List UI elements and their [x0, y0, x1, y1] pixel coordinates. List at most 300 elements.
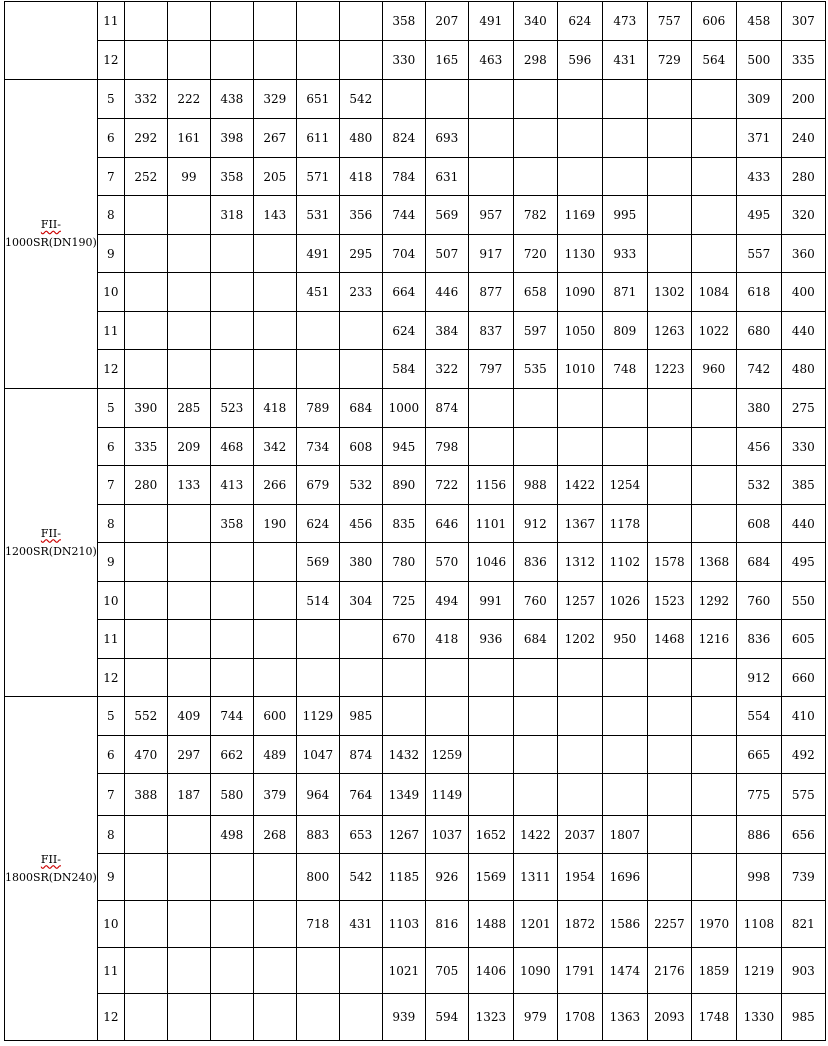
- table-row: [5, 428, 826, 466]
- value-cell: [296, 620, 339, 659]
- value-cell: 1586: [602, 901, 647, 948]
- value-cell: 624: [382, 312, 425, 350]
- value-cell: 330: [382, 41, 425, 80]
- table-row: [5, 816, 826, 854]
- value-cell: [468, 659, 513, 697]
- value-cell: [691, 196, 736, 235]
- value-cell: [513, 80, 557, 119]
- row-number-cell: 11: [97, 312, 124, 350]
- value-cell: [296, 350, 339, 389]
- value-cell: [425, 80, 468, 119]
- value-cell: [253, 582, 296, 620]
- value-cell: 1406: [468, 948, 513, 994]
- value-cell: [339, 350, 382, 389]
- value-cell: [691, 158, 736, 196]
- value-cell: 744: [382, 196, 425, 235]
- value-cell: [691, 466, 736, 505]
- model-label-cell: [5, 389, 98, 697]
- value-cell: 912: [736, 659, 781, 697]
- value-cell: [691, 774, 736, 816]
- value-cell: 1201: [513, 901, 557, 948]
- value-cell: 1330: [736, 994, 781, 1041]
- value-cell: 451: [296, 273, 339, 312]
- value-cell: [468, 428, 513, 466]
- value-cell: 1422: [557, 466, 602, 505]
- row-number-cell: 12: [97, 659, 124, 697]
- value-cell: [210, 312, 253, 350]
- value-cell: [167, 948, 210, 994]
- row-number-cell: 5: [97, 697, 124, 736]
- value-cell: 133: [167, 466, 210, 505]
- value-cell: 1267: [382, 816, 425, 854]
- value-cell: 1090: [513, 948, 557, 994]
- value-cell: [602, 389, 647, 428]
- value-cell: [602, 736, 647, 774]
- value-cell: 2176: [647, 948, 691, 994]
- value-cell: 584: [382, 350, 425, 389]
- value-cell: 684: [339, 389, 382, 428]
- value-cell: 985: [781, 994, 825, 1041]
- value-cell: 1026: [602, 582, 647, 620]
- value-cell: [124, 273, 167, 312]
- value-cell: [210, 901, 253, 948]
- value-cell: 680: [736, 312, 781, 350]
- value-cell: [124, 994, 167, 1041]
- table-body: [5, 2, 826, 1041]
- value-cell: 1349: [382, 774, 425, 816]
- value-cell: [513, 428, 557, 466]
- value-cell: 1108: [736, 901, 781, 948]
- row-number-cell: 12: [97, 41, 124, 80]
- table-row: [5, 994, 826, 1041]
- value-cell: 734: [296, 428, 339, 466]
- value-cell: [124, 620, 167, 659]
- value-cell: 890: [382, 466, 425, 505]
- table-row: [5, 389, 826, 428]
- value-cell: 507: [425, 235, 468, 273]
- value-cell: [253, 235, 296, 273]
- value-cell: 388: [124, 774, 167, 816]
- value-cell: 608: [736, 505, 781, 543]
- value-cell: [647, 736, 691, 774]
- value-cell: 800: [296, 854, 339, 901]
- value-cell: [691, 428, 736, 466]
- value-cell: 390: [124, 389, 167, 428]
- value-cell: 1748: [691, 994, 736, 1041]
- value-cell: 358: [210, 505, 253, 543]
- value-cell: [167, 994, 210, 1041]
- value-cell: 594: [425, 994, 468, 1041]
- value-cell: 964: [296, 774, 339, 816]
- value-cell: 532: [339, 466, 382, 505]
- value-cell: 1488: [468, 901, 513, 948]
- value-cell: 1323: [468, 994, 513, 1041]
- value-cell: 991: [468, 582, 513, 620]
- value-cell: [210, 582, 253, 620]
- value-cell: 653: [339, 816, 382, 854]
- table-row: [5, 196, 826, 235]
- value-cell: 535: [513, 350, 557, 389]
- value-cell: 658: [513, 273, 557, 312]
- value-cell: 379: [253, 774, 296, 816]
- value-cell: 684: [513, 620, 557, 659]
- value-cell: 233: [339, 273, 382, 312]
- value-cell: 295: [339, 235, 382, 273]
- value-cell: 998: [736, 854, 781, 901]
- value-cell: 1468: [647, 620, 691, 659]
- value-cell: [647, 158, 691, 196]
- value-cell: 874: [339, 736, 382, 774]
- value-cell: 1101: [468, 505, 513, 543]
- value-cell: [253, 659, 296, 697]
- value-cell: [647, 389, 691, 428]
- value-cell: 722: [425, 466, 468, 505]
- value-cell: [124, 543, 167, 582]
- value-cell: 413: [210, 466, 253, 505]
- value-cell: [691, 119, 736, 158]
- value-cell: 309: [736, 80, 781, 119]
- value-cell: 275: [781, 389, 825, 428]
- value-cell: [513, 774, 557, 816]
- value-cell: 718: [296, 901, 339, 948]
- value-cell: 1084: [691, 273, 736, 312]
- value-cell: 431: [602, 41, 647, 80]
- value-cell: 739: [781, 854, 825, 901]
- value-cell: 200: [781, 80, 825, 119]
- value-cell: [691, 505, 736, 543]
- value-cell: [210, 41, 253, 80]
- value-cell: [647, 80, 691, 119]
- value-cell: 670: [382, 620, 425, 659]
- row-number-cell: 6: [97, 736, 124, 774]
- value-cell: 532: [736, 466, 781, 505]
- value-cell: [296, 2, 339, 41]
- value-cell: 1474: [602, 948, 647, 994]
- value-cell: 784: [382, 158, 425, 196]
- row-number-cell: 8: [97, 196, 124, 235]
- value-cell: 340: [513, 2, 557, 41]
- row-number-cell: 9: [97, 543, 124, 582]
- table-row: [5, 901, 826, 948]
- value-cell: 1021: [382, 948, 425, 994]
- value-cell: [602, 697, 647, 736]
- value-cell: [513, 389, 557, 428]
- value-cell: 409: [167, 697, 210, 736]
- value-cell: 205: [253, 158, 296, 196]
- value-cell: 871: [602, 273, 647, 312]
- value-cell: 564: [691, 41, 736, 80]
- value-cell: 494: [425, 582, 468, 620]
- value-cell: 1432: [382, 736, 425, 774]
- value-cell: 1367: [557, 505, 602, 543]
- row-number-cell: 7: [97, 158, 124, 196]
- value-cell: 600: [253, 697, 296, 736]
- value-cell: [253, 41, 296, 80]
- value-cell: 651: [296, 80, 339, 119]
- value-cell: [602, 659, 647, 697]
- row-number-cell: 6: [97, 428, 124, 466]
- value-cell: 492: [781, 736, 825, 774]
- value-cell: 329: [253, 80, 296, 119]
- table-row: [5, 505, 826, 543]
- value-cell: 950: [602, 620, 647, 659]
- value-cell: 458: [736, 2, 781, 41]
- value-cell: 571: [296, 158, 339, 196]
- value-cell: [124, 196, 167, 235]
- value-cell: 835: [382, 505, 425, 543]
- value-cell: 764: [339, 774, 382, 816]
- value-cell: 384: [425, 312, 468, 350]
- value-cell: [124, 235, 167, 273]
- value-cell: 824: [382, 119, 425, 158]
- value-cell: 500: [736, 41, 781, 80]
- value-cell: [167, 196, 210, 235]
- value-cell: [602, 428, 647, 466]
- table-row: [5, 582, 826, 620]
- value-cell: [557, 158, 602, 196]
- value-cell: 307: [781, 2, 825, 41]
- value-cell: [425, 697, 468, 736]
- table-row: [5, 2, 826, 41]
- value-cell: [210, 659, 253, 697]
- value-cell: 1302: [647, 273, 691, 312]
- value-cell: [513, 119, 557, 158]
- table-row: [5, 158, 826, 196]
- row-number-cell: 12: [97, 350, 124, 389]
- value-cell: [691, 854, 736, 901]
- value-cell: 2257: [647, 901, 691, 948]
- value-cell: 624: [557, 2, 602, 41]
- value-cell: [253, 948, 296, 994]
- model-label-line2: 1200SR(DN210): [5, 544, 97, 558]
- value-cell: 1178: [602, 505, 647, 543]
- value-cell: 360: [781, 235, 825, 273]
- value-cell: 410: [781, 697, 825, 736]
- value-cell: [339, 2, 382, 41]
- value-cell: 380: [339, 543, 382, 582]
- row-number-cell: 11: [97, 2, 124, 41]
- model-label-line2: 1000SR(DN190): [5, 236, 97, 249]
- value-cell: [468, 697, 513, 736]
- value-cell: [647, 816, 691, 854]
- value-cell: [647, 697, 691, 736]
- value-cell: [210, 994, 253, 1041]
- row-number-cell: 8: [97, 816, 124, 854]
- value-cell: [124, 2, 167, 41]
- table-row: [5, 620, 826, 659]
- value-cell: [210, 854, 253, 901]
- value-cell: 358: [210, 158, 253, 196]
- table-row: [5, 273, 826, 312]
- value-cell: [647, 659, 691, 697]
- value-cell: 438: [210, 80, 253, 119]
- value-cell: [253, 273, 296, 312]
- value-cell: [647, 466, 691, 505]
- value-cell: 684: [736, 543, 781, 582]
- table-row: [5, 543, 826, 582]
- value-cell: 1708: [557, 994, 602, 1041]
- value-cell: 729: [647, 41, 691, 80]
- value-cell: [210, 235, 253, 273]
- value-cell: 596: [557, 41, 602, 80]
- value-cell: [691, 736, 736, 774]
- value-cell: 523: [210, 389, 253, 428]
- table-row: [5, 235, 826, 273]
- value-cell: 1046: [468, 543, 513, 582]
- value-cell: 550: [781, 582, 825, 620]
- value-cell: 780: [382, 543, 425, 582]
- value-cell: [210, 350, 253, 389]
- value-cell: [210, 273, 253, 312]
- value-cell: 292: [124, 119, 167, 158]
- value-cell: 187: [167, 774, 210, 816]
- table-row: [5, 948, 826, 994]
- value-cell: 760: [736, 582, 781, 620]
- value-cell: 489: [253, 736, 296, 774]
- value-cell: [557, 80, 602, 119]
- value-cell: [167, 620, 210, 659]
- value-cell: 1102: [602, 543, 647, 582]
- value-cell: 240: [781, 119, 825, 158]
- value-cell: 569: [425, 196, 468, 235]
- value-cell: 1791: [557, 948, 602, 994]
- value-cell: 418: [253, 389, 296, 428]
- value-cell: [296, 312, 339, 350]
- value-cell: 266: [253, 466, 296, 505]
- table-row: [5, 80, 826, 119]
- value-cell: 304: [339, 582, 382, 620]
- value-cell: 431: [339, 901, 382, 948]
- value-cell: 1970: [691, 901, 736, 948]
- value-cell: 748: [602, 350, 647, 389]
- table-row: [5, 350, 826, 389]
- value-cell: 1185: [382, 854, 425, 901]
- value-cell: [513, 659, 557, 697]
- value-cell: 440: [781, 312, 825, 350]
- value-cell: 514: [296, 582, 339, 620]
- value-cell: [647, 774, 691, 816]
- table-row: [5, 312, 826, 350]
- value-cell: 285: [167, 389, 210, 428]
- value-cell: 358: [382, 2, 425, 41]
- value-cell: [468, 736, 513, 774]
- value-cell: 744: [210, 697, 253, 736]
- value-cell: 816: [425, 901, 468, 948]
- value-cell: 143: [253, 196, 296, 235]
- value-cell: 789: [296, 389, 339, 428]
- value-cell: [602, 119, 647, 158]
- value-cell: [124, 948, 167, 994]
- model-label-line1: FII-: [40, 526, 61, 540]
- value-cell: [167, 2, 210, 41]
- value-cell: 757: [647, 2, 691, 41]
- value-cell: [124, 312, 167, 350]
- table-row: [5, 697, 826, 736]
- value-cell: 1037: [425, 816, 468, 854]
- value-cell: 624: [296, 505, 339, 543]
- value-cell: 1169: [557, 196, 602, 235]
- value-cell: 1156: [468, 466, 513, 505]
- value-cell: 161: [167, 119, 210, 158]
- value-cell: [468, 389, 513, 428]
- row-number-cell: 5: [97, 80, 124, 119]
- table-row: [5, 41, 826, 80]
- value-cell: [557, 428, 602, 466]
- value-cell: 418: [425, 620, 468, 659]
- value-cell: 1696: [602, 854, 647, 901]
- value-cell: [647, 428, 691, 466]
- value-cell: 1422: [513, 816, 557, 854]
- value-cell: 1259: [425, 736, 468, 774]
- value-cell: [691, 816, 736, 854]
- row-number-cell: 6: [97, 119, 124, 158]
- value-cell: [557, 736, 602, 774]
- row-number-cell: 5: [97, 389, 124, 428]
- value-cell: 874: [425, 389, 468, 428]
- value-cell: 725: [382, 582, 425, 620]
- value-cell: 463: [468, 41, 513, 80]
- value-cell: [210, 543, 253, 582]
- value-cell: [602, 158, 647, 196]
- value-cell: [124, 505, 167, 543]
- value-cell: 597: [513, 312, 557, 350]
- value-cell: 575: [781, 774, 825, 816]
- value-cell: 552: [124, 697, 167, 736]
- value-cell: 1872: [557, 901, 602, 948]
- value-cell: 886: [736, 816, 781, 854]
- value-cell: 960: [691, 350, 736, 389]
- value-cell: [382, 80, 425, 119]
- value-cell: 1129: [296, 697, 339, 736]
- value-cell: [425, 659, 468, 697]
- value-cell: [557, 659, 602, 697]
- row-number-cell: 7: [97, 774, 124, 816]
- value-cell: 1523: [647, 582, 691, 620]
- value-cell: 912: [513, 505, 557, 543]
- value-cell: [253, 543, 296, 582]
- value-cell: [253, 994, 296, 1041]
- value-cell: 1807: [602, 816, 647, 854]
- value-cell: 456: [339, 505, 382, 543]
- value-cell: 1047: [296, 736, 339, 774]
- value-cell: 1368: [691, 543, 736, 582]
- value-cell: 268: [253, 816, 296, 854]
- value-cell: 705: [425, 948, 468, 994]
- value-cell: 903: [781, 948, 825, 994]
- row-number-cell: 12: [97, 994, 124, 1041]
- value-cell: 1223: [647, 350, 691, 389]
- value-cell: 611: [296, 119, 339, 158]
- value-cell: 1263: [647, 312, 691, 350]
- value-cell: 190: [253, 505, 296, 543]
- value-cell: 679: [296, 466, 339, 505]
- value-cell: 1103: [382, 901, 425, 948]
- value-cell: [339, 620, 382, 659]
- row-number-cell: 10: [97, 582, 124, 620]
- value-cell: 985: [339, 697, 382, 736]
- value-cell: 1652: [468, 816, 513, 854]
- table-row: [5, 466, 826, 505]
- value-cell: 618: [736, 273, 781, 312]
- value-cell: 335: [781, 41, 825, 80]
- value-cell: 495: [736, 196, 781, 235]
- value-cell: 380: [736, 389, 781, 428]
- value-cell: 470: [124, 736, 167, 774]
- value-cell: [382, 659, 425, 697]
- value-cell: 495: [781, 543, 825, 582]
- value-cell: 209: [167, 428, 210, 466]
- value-cell: [557, 119, 602, 158]
